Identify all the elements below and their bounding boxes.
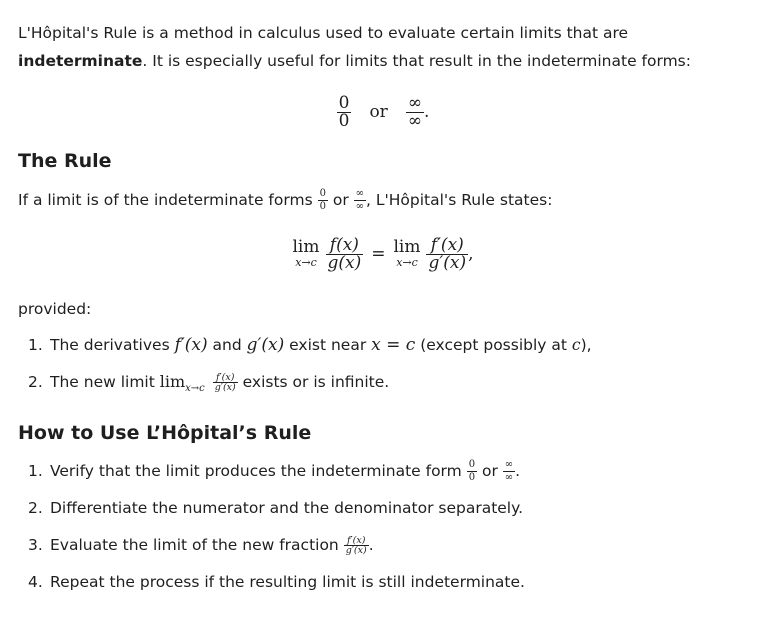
fraction-numerator: f′(x) [216,371,235,383]
lim-text: lim [292,237,320,258]
fprime-over-gprime-fraction [213,373,238,393]
fraction-numerator: 0 [468,459,476,470]
item-text: (except possibly at [415,336,572,354]
period: . [368,536,374,554]
fraction-denominator: 0 [319,201,326,212]
fraction-numerator: f(x) [329,234,359,255]
provided-label: provided: [18,300,92,318]
limit-operator-right [393,239,420,268]
item-text: Repeat the process if the resulting limit is still indeterminate. [50,573,525,591]
lim-text: lim [159,372,186,391]
fraction-numerator: f′(x) [346,534,366,546]
fraction-numerator: ∞ [355,188,365,199]
indeterminate-forms-display [18,86,748,138]
fprime-over-gprime-fraction [344,536,369,556]
comma: , [468,244,474,264]
f-over-g-fraction [326,234,364,273]
intro-text-2: . It is especially useful for limits that result in the indeterminate forms: [142,52,691,70]
period: . [515,462,521,480]
inf-over-inf-fraction [406,92,424,131]
fraction-denominator: 0 [338,110,350,131]
math-fprime: f′(x) [174,335,208,355]
fraction-denominator: ∞ [504,472,514,483]
item-text: exists or is infinite. [237,373,390,391]
lhopital-equation [18,226,748,282]
item-text: Verify that the limit produces the indeterminate form [50,462,467,480]
equals-sign: = [371,244,386,264]
list-index: 1. [28,336,43,354]
lim-subscript: x→c [185,383,205,394]
rule-intro-text-end: , L'Hôpital's Rule states: [366,191,553,209]
math-gprime: g′(x) [246,335,285,355]
fprime-over-gprime-fraction [426,234,468,273]
item-text: Differentiate the numerator and the denominator separately. [50,499,523,517]
section-heading-the-rule: The Rule [18,150,112,172]
intro-bold-term: indeterminate [18,52,143,70]
section-heading-how-to-use: How to Use L’Hôpital’s Rule [18,422,312,444]
period: . [423,102,430,122]
fraction-numerator: 0 [338,92,350,113]
fraction-numerator: 0 [319,188,326,199]
inf-over-inf-fraction [354,189,366,212]
inf-over-inf-fraction [503,460,515,483]
or-word: or [477,462,503,480]
fraction-denominator: g(x) [327,252,362,273]
intro-paragraph [18,19,748,75]
zero-over-zero-fraction [467,460,477,483]
rule-intro-text: If a limit is of the indeterminate forms [18,191,318,209]
lim-text: lim [393,237,421,258]
list-index: 3. [28,536,43,554]
math-x-equals-c: x = c [371,335,416,355]
lim-subscript: x→c [295,256,317,270]
fraction-denominator: 0 [468,472,476,483]
list-item [28,333,592,357]
rule-intro-sentence [18,186,748,214]
fraction-denominator: g′(x) [345,545,367,556]
list-item [28,570,525,594]
fraction-denominator: g′(x) [214,382,236,393]
fraction-denominator: ∞ [355,201,365,212]
intro-text-1: L'Hôpital's Rule is a method in calculus used to evaluate certain limits that are [18,24,629,42]
item-text: The new limit [50,373,160,391]
list-index: 2. [28,499,43,517]
zero-over-zero-fraction [337,92,352,131]
fraction-denominator: g′(x) [428,252,467,273]
fraction-denominator: ∞ [407,110,422,131]
item-text: exist near [284,336,372,354]
list-item [28,496,523,520]
item-text: Evaluate the limit of the new fraction [50,536,344,554]
limit-operator-left [293,239,320,268]
or-word: or [369,102,388,122]
item-text: and [207,336,247,354]
item-text: The derivatives [50,336,175,354]
lim-subscript: x→c [396,256,418,270]
fraction-numerator: f′(x) [430,234,464,255]
item-text: ), [580,336,592,354]
list-index: 4. [28,573,43,591]
fraction-numerator: ∞ [407,92,422,113]
or-word: or [327,191,354,209]
list-item [28,459,520,483]
list-index: 2. [28,373,43,391]
math-c: c [571,336,581,354]
zero-over-zero-fraction [318,189,328,212]
list-index: 1. [28,462,43,480]
fraction-numerator: ∞ [504,459,514,470]
list-item [28,370,389,401]
list-item [28,533,374,557]
